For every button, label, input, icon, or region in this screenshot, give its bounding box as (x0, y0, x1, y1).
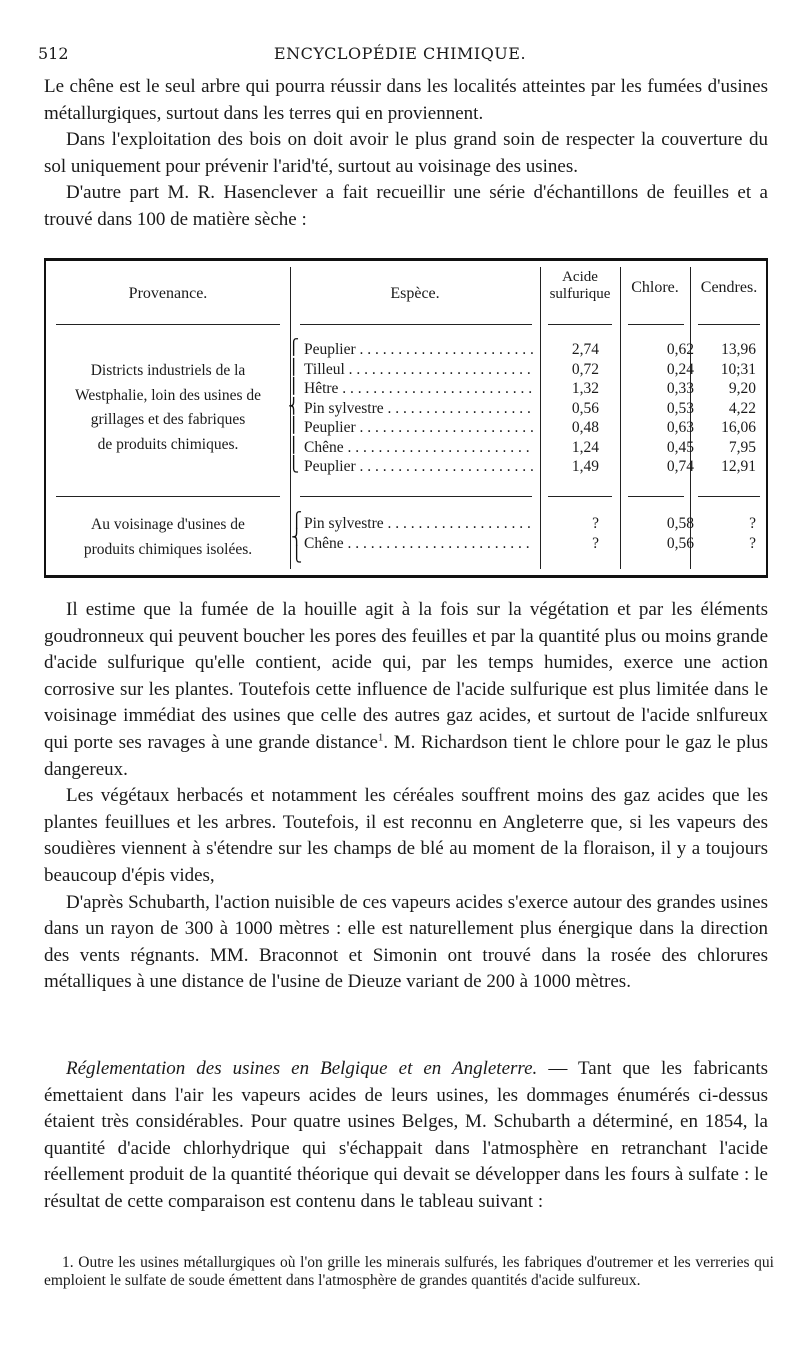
footnote-ref[interactable]: 1 (377, 731, 384, 744)
cendres-cell: 13,96 (721, 341, 756, 358)
acide-cell: ? (592, 535, 599, 552)
table-row (46, 341, 766, 361)
body-paragraph (44, 1056, 768, 1216)
acide-cell: ? (592, 515, 599, 532)
chlore-cell: 0,45 (666, 438, 694, 456)
provenance-line: Westphalie, loin des usines de (74, 386, 261, 404)
intro-text (44, 74, 768, 234)
header-provenance: Provenance. (128, 285, 208, 302)
p1-text: Il estime que la fumée de la houille agit à la fois sur la végétation et par les éléments goudronneux qui peuvent boucher les pores des feuilles et par la quantité plus ou moins grande d'acide sulfurique qu'elle contient, acide qui, par les temps humides, exerce une action corrosive sur les plantes. Toutefois cette influence de l'acide sulfurique est plus limitée dans le voisinage immédiat des usines que celle des autres gaz acides, et surtout de l'acide snlfureux qui porte ses ravages à une grande distance (44, 599, 768, 753)
intro-paragraph: D'autre part M. R. Hasenclever a fait recueillir une série d'échantillons de feuilles et a trouvé dans 100 de matière sèche : (44, 182, 768, 230)
group-rule (300, 496, 532, 497)
cendres-cell: 16,06 (721, 419, 756, 436)
species-cell: Tilleul . . . (304, 361, 534, 379)
page-header (38, 44, 762, 70)
cendres-cell: 12,91 (721, 458, 756, 475)
regulation-text: — Tant que les fabricants émettaient dans l'air les vapeurs acides de leurs usines, les dommages énumérés ci-dessus étaient très considérables. Pour quatre usines Belges, M. Schubarth a déterminé, en 1854, la quantité d'acide chlorhydrique qui s'échappait dans l'atmosphère en retranchant l'acide réellement produit de la quantité théorique qui devait se développer dans les fours à sulfate : le résultat de cette comparaison est contenu dans le tableau suivant : (44, 1058, 768, 1212)
cendres-cell: 9,20 (728, 380, 756, 397)
species-cell: Peuplier . . . (304, 341, 534, 359)
chlore-cell: 0,58 (666, 515, 694, 532)
header-rule (628, 324, 684, 325)
header-cendres: Cendres. (700, 279, 758, 296)
header-rule (300, 324, 532, 325)
group-rule (548, 496, 612, 497)
chlore-cell: 0,74 (666, 458, 694, 475)
chlore-cell: 0,33 (666, 380, 694, 397)
species-cell: Chêne . . . (304, 535, 534, 553)
acide-cell: 0,72 (571, 360, 599, 378)
provenance-line: Districts industriels de la (90, 362, 246, 379)
intro-paragraph: Le chêne est le seul arbre qui pourra réussir dans les localités atteintes par les fumées d'usines métallurgiques, surtout dans les terres qui en proviennent. (44, 76, 768, 124)
group1-brace: ⎧ ⎪ ⎪ ⎨ ⎪ ⎪ ⎩ (288, 340, 300, 473)
header-rule (56, 324, 280, 325)
header-acide-line1: Acide (562, 269, 598, 285)
acide-cell: 1,49 (571, 458, 599, 475)
cendres-cell: 10;31 (720, 360, 756, 378)
section-heading: Réglementation des usines en Belgique et en Angleterre. (66, 1058, 538, 1079)
body-text (44, 597, 768, 996)
intro-paragraph: Dans l'exploitation des bois on doit avoir le plus grand soin de respecter la couverture du sol uniquement pour prévenir l'arid'té, surtout au voisinage des usines. (44, 129, 768, 177)
acide-cell: 1,32 (571, 380, 599, 397)
species-cell: Pin sylvestre . . . (304, 515, 534, 533)
chlore-cell: 0,53 (666, 399, 694, 417)
species-cell: Peuplier . . . (304, 419, 534, 437)
chlore-cell: 0,63 (666, 419, 694, 436)
provenance-line: de produits chimiques. (97, 435, 239, 453)
table-row (46, 439, 766, 459)
table-row (46, 515, 766, 535)
cendres-cell: ? (749, 515, 756, 532)
acide-cell: 1,24 (571, 438, 599, 456)
species-cell: Peuplier . . . (304, 458, 534, 476)
group-rule (628, 496, 684, 497)
body-paragraph: D'après Schubarth, l'action nuisible de ces vapeurs acides s'exerce autour des grandes usines dans un rayon de 300 à 1000 mètres : elle est naturellement plus énergique dans la direction des vents régnants. MM. Braconnot et Simonin ont trouvé dans la rosée des chlorures métalliques à une distance de l'usine de Dieuze variant de 200 à 1000 mètres. (44, 891, 768, 993)
header-acide-line2: sulfurique (549, 286, 611, 302)
provenance-line: produits chimiques isolées. (83, 540, 253, 558)
cendres-cell: ? (749, 535, 756, 552)
table-row (46, 535, 766, 555)
group-rule (56, 496, 280, 497)
species-cell: Hêtre . . . (304, 380, 534, 398)
regulation-section (44, 1056, 768, 1216)
body-paragraph: Les végétaux herbacés et notamment les céréales souffrent moins des gaz acides que les plantes feuillues et les arbres. Toutefois, il est reconnu en Angleterre que, si les vapeurs des soudières viennent à s'étendre sur les champs de blé au moment de la floraison, il y a toujours beaucoup d'épis vides, (44, 785, 768, 886)
header-rule (698, 324, 760, 325)
table-row (46, 400, 766, 420)
table-row (46, 458, 766, 478)
running-title: ENCYCLOPÉDIE CHIMIQUE. (273, 44, 527, 63)
table-row (46, 361, 766, 381)
chlore-cell: 0,56 (666, 535, 694, 552)
leaf-analysis-table (44, 258, 768, 578)
header-espece: Espèce. (390, 285, 440, 302)
group-rule (698, 496, 760, 497)
p1-text-end: . M. Richardson tient le chlore pour le gaz le plus dangereux. (44, 731, 768, 780)
group2-brace: ⎧ ⎨ ⎩ (291, 513, 303, 563)
table-row (46, 419, 766, 439)
header-acide (540, 269, 620, 303)
species-cell: Pin sylvestre . . . (304, 400, 534, 418)
page-number: 512 (38, 44, 69, 63)
species-cell: Chêne . . . (304, 439, 534, 457)
header-chlore: Chlore. (631, 279, 679, 296)
cendres-cell: 4,22 (728, 399, 756, 417)
acide-cell: 0,48 (571, 419, 599, 436)
provenance-line: Au voisinage d'usines de (91, 516, 245, 533)
acide-cell: 0,56 (571, 399, 599, 417)
footnote-text: 1. Outre les usines métallurgiques où l'on grille les minerais sulfurés, les fabriques d'outremer et les verreries qui emploient le sulfate de soude émettent dans l'atmosphère de grandes quantités d'acide sulfureux. (44, 1254, 774, 1289)
cendres-cell: 7,95 (728, 438, 756, 456)
acide-cell: 2,74 (571, 341, 599, 358)
chlore-cell: 0,24 (666, 360, 694, 378)
provenance-line: grillages et des fabriques (90, 411, 246, 428)
body-paragraph (44, 597, 768, 783)
chlore-cell: 0,62 (666, 341, 694, 358)
table-row (46, 380, 766, 400)
footnote (44, 1254, 774, 1290)
header-rule (548, 324, 612, 325)
